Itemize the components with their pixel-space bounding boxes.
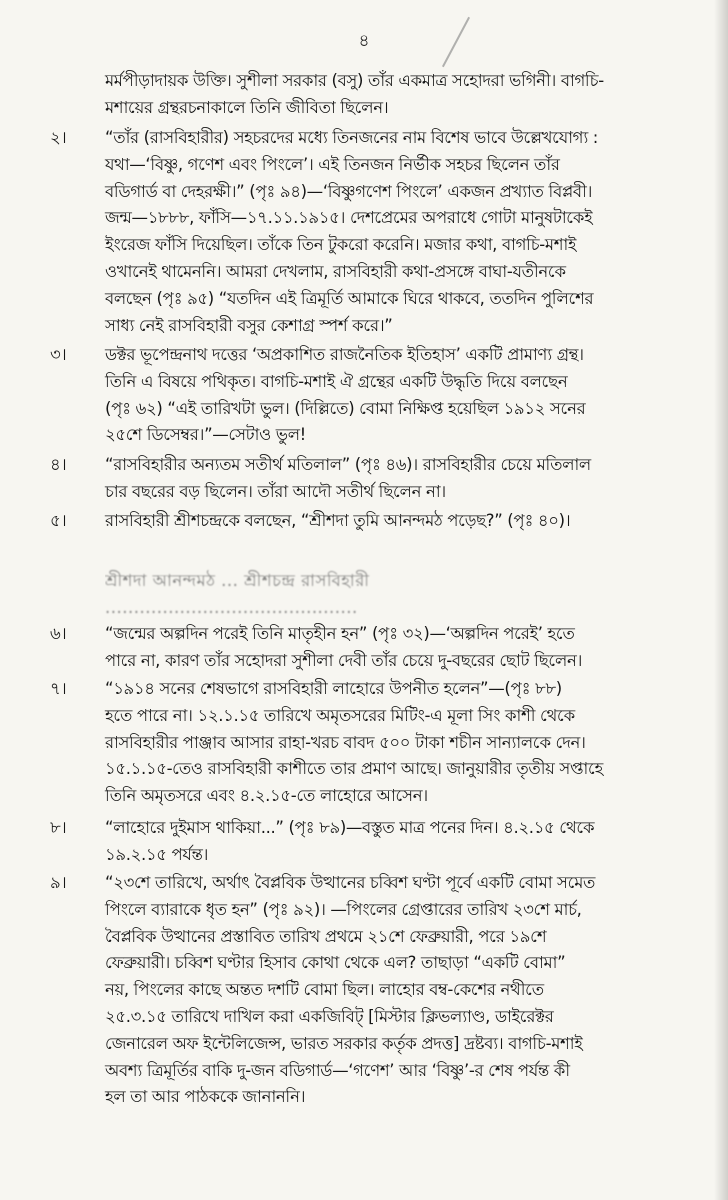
- page-edge-shadow: [714, 0, 728, 1200]
- item-number: ৭।: [50, 679, 67, 698]
- item-line: যথা—‘বিষ্ণু, গণেশ এবং পিংলে’। এই তিনজন নির্ভীক সহচর ছিলেন তাঁর: [105, 154, 560, 174]
- item-line: অবশ্য ত্রিমূর্তির বাকি দু-জন বডিগার্ড—‘গণেশ’ আর ‘বিষ্ণু’-র শেষ পর্যন্ত কী: [105, 1060, 570, 1080]
- item-line: “রাসবিহারীর অন্যতম সতীর্থ মতিলাল” (পৃঃ ৪৬)। রাসবিহারীর চেয়ে মতিলাল: [105, 455, 591, 474]
- item-line: ফেব্রুয়ারী। চব্বিশ ঘণ্টার হিসাব কোথা থেকে এল? তাছাড়া “একটি বোমা”: [105, 953, 566, 973]
- intro-line: মশায়ের গ্রন্থরচনাকালে তিনি জীবিতা ছিলেন।: [105, 97, 389, 117]
- item-line: (পৃঃ ৬২) “এই তারিখটা ভুল। (দিল্লিতে) বোমা নিক্ষিপ্ত হয়েছিল ১৯১২ সনের: [105, 398, 586, 418]
- item-number: ৬।: [50, 624, 67, 643]
- item-line: পিংলে ব্যারাকে ধৃত হন” (পৃঃ ৯২)। —পিংলের গ্রেপ্তারের তারিখ ২৩শে মার্চ,: [105, 899, 582, 919]
- item-line: বৈপ্লবিক উত্থানের প্রস্তাবিত তারিখ প্রথমে ২১শে ফেব্রুয়ারী, পরে ১৯শে: [105, 926, 547, 946]
- item-line: রাসবিহারী শ্রীশচন্দ্রকে বলছেন, “শ্রীশদা তুমি আনন্দমঠ পড়েছ?” (পৃঃ ৪০)।: [105, 511, 571, 530]
- item-line: ২৫শে ডিসেম্বর।”—সেটাও ভুল!: [105, 425, 306, 445]
- smudged-line: শ্রীশদা আনন্দমঠ ... শ্রীশচন্দ্র রাসবিহারী: [105, 571, 370, 590]
- item-line: ২৫.৩.১৫ তারিখে দাখিল করা একজিবিট্ [মিস্টার ক্লিভল্যাণ্ড, ডাইরেক্টর: [105, 1006, 554, 1026]
- page-number: ৪: [358, 31, 370, 51]
- item-line: ইংরেজ ফাঁসি দিয়েছিল। তাঁকে তিন টুকরো করেনি। মজার কথা, বাগচি-মশাই: [105, 235, 577, 255]
- item-line: হল তা আর পাঠককে জানাননি।: [105, 1087, 306, 1107]
- item-line: ডক্টর ভূপেন্দ্রনাথ দত্তের ‘অপ্রকাশিত রাজনৈতিক ইতিহাস’ একটি প্রামাণ্য গ্রন্থ।: [105, 345, 584, 364]
- item-line: তিনি এ বিষয়ে পথিকৃত। বাগচি-মশাই ঐ গ্রন্থের একটি উদ্ধৃতি দিয়ে বলছেন: [105, 371, 568, 391]
- item-number: ৪।: [50, 455, 67, 474]
- item-line: নয়, পিংলের কাছে অন্তত দশটি বোমা ছিল। লাহোর বম্ব-কেশের নথীতে: [105, 980, 544, 1000]
- smudged-line: ............................................: [105, 597, 358, 617]
- item-line: জেনারেল অফ ইন্টেলিজেন্স, ভারত সরকার কর্তৃক প্রদত্ত] দ্রষ্টব্য। বাগচি-মশাই: [105, 1033, 583, 1053]
- item-line: জন্ম—১৮৮৮, ফাঁসি—১৭.১১.১৯১৫। দেশপ্রেমের অপরাধে গোটা মানুষটাকেই: [105, 208, 593, 228]
- item-line: “জন্মের অল্পদিন পরেই তিনি মাতৃহীন হন” (পৃঃ ৩২)—‘অল্পদিন পরেই’ হতে: [105, 624, 575, 643]
- item-line: “তাঁর (রাসবিহারীর) সহচরদের মধ্যে তিনজনের নাম বিশেষ ভাবে উল্লেখযোগ্য :: [105, 128, 598, 147]
- item-line: “২৩শে তারিখে, অর্থাৎ বৈপ্লবিক উত্থানের চব্বিশ ঘণ্টা পূর্বে একটি বোমা সমেত: [105, 873, 596, 892]
- item-line: “১৯১৪ সনের শেষভাগে রাসবিহারী লাহোরে উপনীত হলেন”—(পৃঃ ৮৮): [105, 679, 562, 698]
- item-number: ২।: [50, 128, 67, 147]
- item-line: হতে পারে না। ১২.১.১৫ তারিখে অমৃতসরের মিটিং-এ মূলা সিং কাশী থেকে: [105, 705, 575, 725]
- item-number: ৮।: [50, 818, 67, 837]
- smudged-text-region: [105, 568, 705, 620]
- item-number: ৯।: [50, 873, 67, 892]
- item-line: “লাহোরে দুইমাস থাকিয়া...” (পৃঃ ৮৯)—বস্তুত মাত্র পনের দিন। ৪.২.১৫ থেকে: [105, 818, 595, 837]
- item-line: ১৫.১.১৫-তেও রাসবিহারী কাশীতে তার প্রমাণ আছে। জানুয়ারীর তৃতীয় সপ্তাহে: [105, 759, 603, 779]
- item-line: সাধ্য নেই রাসবিহারী বসুর কেশাগ্র স্পর্শ করে।”: [105, 315, 393, 335]
- item-line: চার বছরের বড় ছিলেন। তাঁরা আদৌ সতীর্থ ছিলেন না।: [105, 481, 446, 501]
- item-line: পারে না, কারণ তাঁর সহোদরা সুশীলা দেবী তাঁর চেয়ে দু-বছরের ছোট ছিলেন।: [105, 650, 583, 670]
- intro-line: মর্মপীড়াদায়ক উক্তি। সুশীলা সরকার (বসু) তাঁর একমাত্র সহোদরা ভগিনী। বাগচি-: [105, 71, 604, 90]
- item-line: ১৯.২.১৫ পর্যন্ত।: [105, 844, 209, 864]
- item-line: রাসবিহারীর পাঞ্জাব আসার রাহা-খরচ বাবদ ৫০০ টাকা শচীন সান্যালকে দেন।: [105, 732, 586, 752]
- item-line: বলছেন (পৃঃ ৯৫) “যতদিন এই ত্রিমূর্তি আমাকে ঘিরে থাকবে, ততদিন পুলিশের: [105, 288, 594, 308]
- item-line: বডিগার্ড বা দেহরক্ষী।” (পৃঃ ৯৪)—‘বিষ্ণুগণেশ পিংলে’ একজন প্রখ্যাত বিপ্লবী।: [105, 181, 593, 201]
- item-line: তিনি অমৃতসরে এবং ৪.২.১৫-তে লাহোরে আসেন।: [105, 786, 428, 806]
- item-number: ৩।: [50, 345, 67, 364]
- item-line: ওখানেই থামেননি। আমরা দেখলাম, রাসবিহারী কথা-প্রসঙ্গে বাঘা-যতীনকে: [105, 261, 566, 281]
- item-number: ৫।: [50, 511, 67, 530]
- intro-paragraph: [105, 68, 690, 122]
